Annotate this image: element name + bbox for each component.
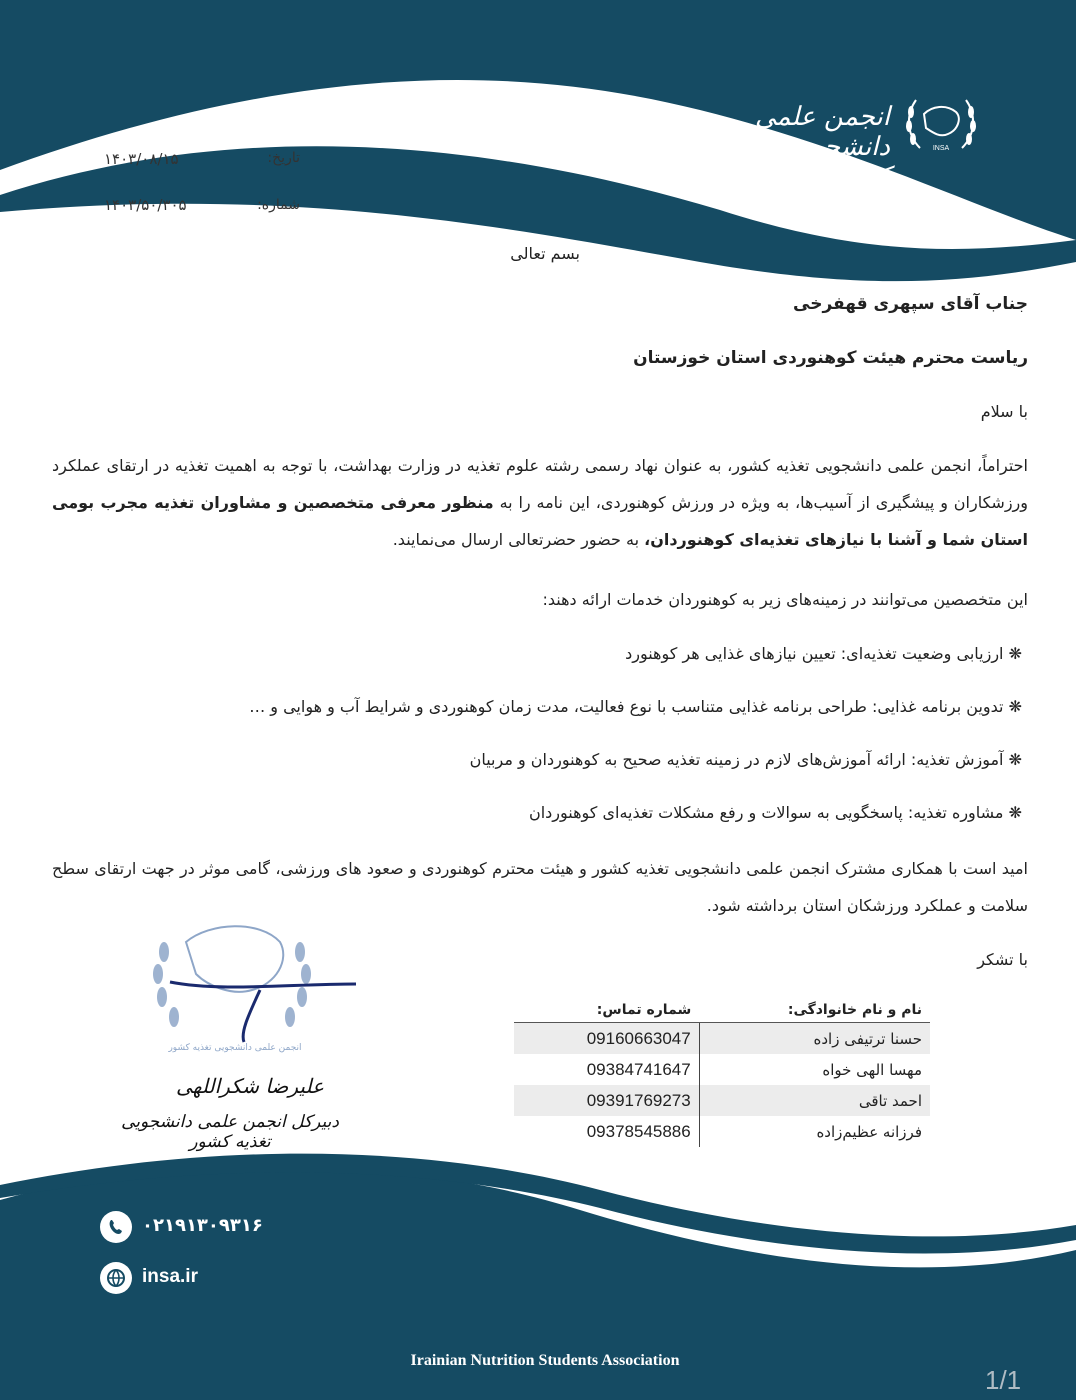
number-label: شماره: bbox=[257, 197, 300, 213]
table-row bbox=[514, 1023, 930, 1055]
insa-logo bbox=[902, 88, 980, 160]
bullet-icon: ❋ bbox=[1008, 697, 1022, 716]
contacts-table bbox=[514, 998, 930, 1147]
signatory-name: علیرضا شکراللهی bbox=[175, 1074, 325, 1098]
footer-phone: ۰۲۱۹۱۳۰۹۳۱۶ bbox=[142, 1215, 263, 1236]
contact-phone: 09391769273 bbox=[514, 1085, 699, 1116]
org-name-english: Irainian Nutrition Students Association bbox=[410, 1352, 680, 1369]
contact-phone: 09160663047 bbox=[514, 1023, 699, 1055]
list-item: ❋ آموزش تغذیه: ارائه آموزش‌های لازم در زمینه تغذیه صحیح به کوهنوردان و مربیان bbox=[469, 750, 1022, 769]
intro-text-b: به حضور حضرتعالی ارسال می‌نمایند. bbox=[392, 530, 645, 549]
list-item: ❋ تدوین برنامه غذایی: طراحی برنامه غذایی متناسب با نوع فعالیت، مدت زمان کوهنوردی و شرایط آب و هوایی و … bbox=[249, 697, 1022, 716]
table-row bbox=[514, 1085, 930, 1116]
page-indicator: 1/1 bbox=[985, 1365, 1022, 1395]
bullet-icon: ❋ bbox=[1008, 750, 1022, 769]
list-item: ❋ ارزیابی وضعیت تغذیه‌ای: تعیین نیازهای غذایی هر کوهنورد bbox=[625, 644, 1022, 663]
intro-text-bold: منظور معرفی متخصصین و مشاوران تغذیه مجرب بومی استان شما و آشنا با نیازهای تغذیه‌ای کوهنوردان، bbox=[52, 493, 1028, 549]
number-value: ۱۴۰۳/۵۰/۳۰۵ bbox=[104, 196, 187, 214]
bullet-icon: ❋ bbox=[1008, 644, 1022, 663]
logo-text: انجمن علمی دانشجویی تغذیه کشور bbox=[718, 102, 890, 192]
phone-column-header: شماره تماس: bbox=[514, 998, 699, 1023]
date-label: تاریخ: bbox=[267, 150, 300, 166]
recipient-title: ریاست محترم هیئت کوهنوردی استان خوزستان bbox=[633, 348, 1028, 368]
contact-phone: 09378545886 bbox=[514, 1116, 699, 1147]
recipient-name: جناب آقای سپهری قهفرخی bbox=[793, 294, 1028, 314]
intro-text-a: احتراماً، انجمن علمی دانشجویی تغذیه کشور، به عنوان نهاد رسمی رشته علوم تغذیه در وزارت بهداشت، با توجه به اهمیت تغذیه در ارتقای عملکرد ورزشکاران و پیشگیری از آسیب‌ها، به ویژه در ورزش کوهنوردی، این نامه را به bbox=[52, 456, 1028, 512]
bullet-icon: ❋ bbox=[1008, 803, 1022, 822]
list-item: ❋ مشاوره تغذیه: پاسخگویی به سوالات و رفع مشکلات تغذیه‌ای کوهنوردان bbox=[528, 803, 1022, 822]
table-row bbox=[514, 1054, 930, 1085]
services-intro: این متخصصین می‌توانند در زمینه‌های زیر به کوهنوردان خدمات ارائه دهند: bbox=[542, 590, 1028, 609]
globe-icon bbox=[100, 1262, 132, 1294]
footer-website[interactable]: insa.ir bbox=[142, 1266, 198, 1287]
intro-paragraph bbox=[52, 447, 1028, 558]
name-column-header: نام و نام خانوادگی: bbox=[699, 998, 930, 1023]
date-value: ۱۴۰۳/۰۸/۱۵ bbox=[104, 150, 179, 168]
contact-name: احمد تاقی bbox=[699, 1085, 930, 1116]
stamp-text: انجمن علمی دانشجویی تغذیه کشور bbox=[168, 1043, 302, 1053]
thanks: با تشکر bbox=[977, 950, 1028, 969]
contact-name: فرزانه عظیم‌زاده bbox=[816, 1122, 922, 1141]
phone-icon bbox=[100, 1211, 132, 1243]
logo-abbr: INSA bbox=[932, 145, 950, 152]
invocation: بسم تعالی bbox=[510, 244, 580, 263]
closing-paragraph: امید است با همکاری مشترک انجمن علمی دانشجویی تغذیه کشور و هیئت محترم کوهنوردی و صعود های ورزشی، گامی موثر در جهت ارتقای سطح سلامت و عملکرد ورزشکان استان برداشته شود. bbox=[52, 859, 1028, 915]
greeting: با سلام bbox=[980, 402, 1028, 421]
signatory-title: دبیرکل انجمن علمی دانشجویی تغذیه کشور bbox=[121, 1112, 339, 1152]
contact-phone: 09384741647 bbox=[514, 1054, 699, 1085]
official-stamp bbox=[140, 902, 370, 1062]
table-row bbox=[514, 1116, 930, 1147]
contact-name: مهسا الهی خواه bbox=[822, 1060, 922, 1079]
contact-name: حسنا ترتیفی زاده bbox=[699, 1023, 930, 1055]
